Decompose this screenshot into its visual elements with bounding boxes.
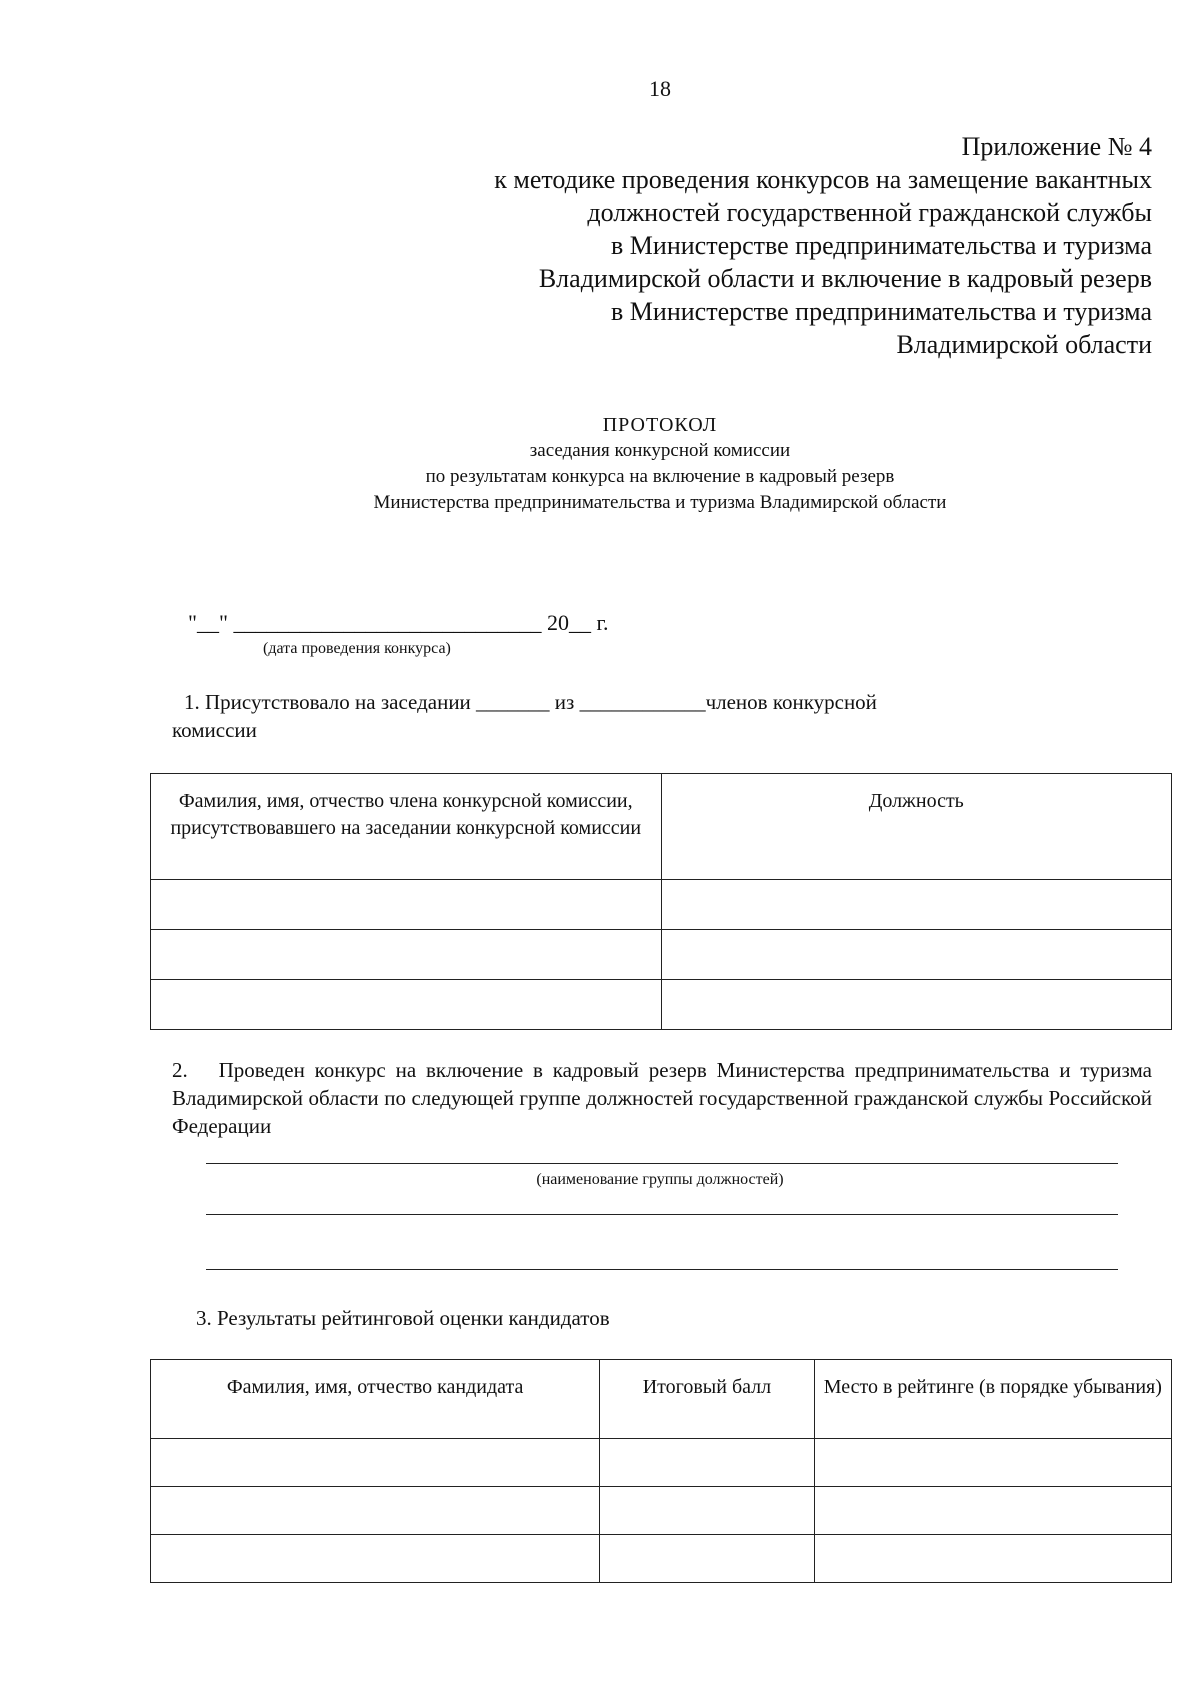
page-number: 18 — [649, 76, 671, 101]
title-subline: Министерства предпринимательства и туризма Владимирской области — [373, 492, 947, 513]
table-cell[interactable] — [151, 1535, 600, 1583]
table-cell[interactable] — [600, 1439, 814, 1487]
table-row — [151, 880, 1172, 930]
table-row — [151, 1535, 1172, 1583]
section-1-line: 1. Присутствовало на заседании _______ из ____________членов конкурсной — [184, 690, 877, 714]
table-row — [151, 1487, 1172, 1535]
table-cell[interactable] — [814, 1487, 1171, 1535]
date-field[interactable]: "__" ____________________________ 20__ г. — [188, 610, 609, 635]
table-cell[interactable] — [661, 880, 1172, 930]
title-subline: заседания конкурсной комиссии — [529, 440, 791, 461]
appendix-line: в Министерстве предпринимательства и туризма — [611, 297, 1152, 326]
column-header-total-score: Итоговый балл — [600, 1360, 814, 1439]
column-header-rank: Место в рейтинге (в порядке убывания) — [814, 1360, 1171, 1439]
table-cell[interactable] — [151, 880, 662, 930]
title-subline: по результатам конкурса на включение в кадровый резерв — [425, 466, 895, 487]
table-row — [151, 1439, 1172, 1487]
appendix-line: Владимирской области — [896, 330, 1152, 359]
table-cell[interactable] — [600, 1535, 814, 1583]
table-cell[interactable] — [814, 1439, 1171, 1487]
date-caption: (дата проведения конкурса) — [263, 640, 451, 657]
appendix-line: в Министерстве предпринимательства и туризма — [611, 231, 1152, 260]
blank-line[interactable] — [206, 1214, 1118, 1215]
table-cell[interactable] — [600, 1487, 814, 1535]
table-row — [151, 980, 1172, 1030]
blank-line[interactable] — [206, 1269, 1118, 1270]
title-protocol: ПРОТОКОЛ — [602, 414, 718, 436]
column-header-candidate-name: Фамилия, имя, отчество кандидата — [151, 1360, 600, 1439]
appendix-header — [494, 130, 1152, 361]
appendix-line: должностей государственной гражданской службы — [587, 198, 1152, 227]
column-header-member-name: Фамилия, имя, отчество члена конкурсной комиссии, присутствовавшего на заседании конкурсной комиссии — [151, 774, 662, 880]
section-1-line: комиссии — [172, 718, 257, 742]
appendix-line: Приложение № 4 — [961, 132, 1152, 161]
table-header-row — [151, 1360, 1172, 1439]
table-header-row — [151, 774, 1172, 880]
table-cell[interactable] — [151, 1487, 600, 1535]
blank-line-caption: (наименование группы должностей) — [536, 1171, 784, 1188]
table-cell[interactable] — [814, 1535, 1171, 1583]
section-1-attendance — [172, 688, 1032, 744]
table-cell[interactable] — [661, 980, 1172, 1030]
column-header-position: Должность — [661, 774, 1172, 880]
table-cell[interactable] — [151, 930, 662, 980]
members-table — [150, 773, 1172, 1030]
section-3-heading: 3. Результаты рейтинговой оценки кандидатов — [196, 1306, 610, 1330]
section-2-text: 2. Проведен конкурс на включение в кадровый резерв Министерства предпринимательства и туризма Владимирской области по следующей группе должностей государственной гражданской службы Российской Федерации — [172, 1058, 1152, 1138]
ratings-table — [150, 1359, 1172, 1583]
appendix-line: к методике проведения конкурсов на замещение вакантных — [494, 165, 1152, 194]
appendix-line: Владимирской области и включение в кадровый резерв — [538, 264, 1152, 293]
blank-line[interactable] — [206, 1163, 1118, 1164]
table-row — [151, 930, 1172, 980]
table-cell[interactable] — [151, 980, 662, 1030]
document-title — [0, 412, 1200, 516]
table-cell[interactable] — [151, 1439, 600, 1487]
table-cell[interactable] — [661, 930, 1172, 980]
